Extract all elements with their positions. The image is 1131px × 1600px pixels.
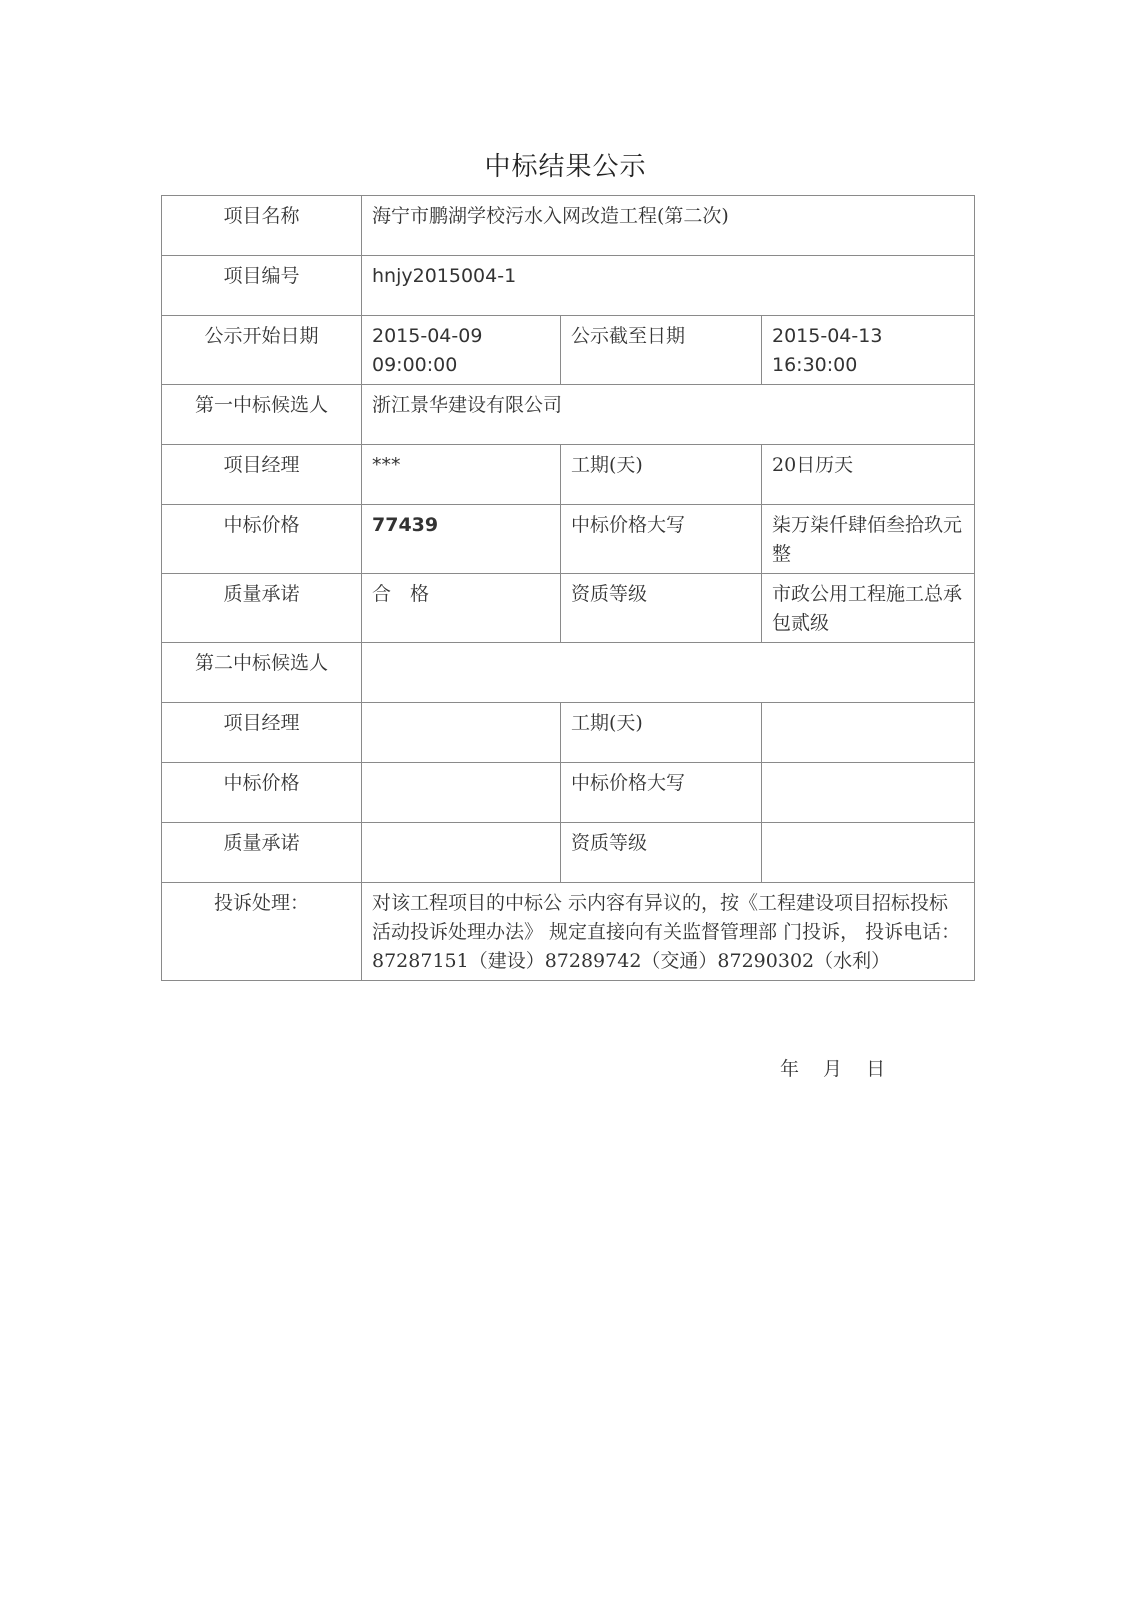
first-period-value: 20日历天 bbox=[762, 445, 975, 505]
project-name-value: 海宁市鹏湖学校污水入网改造工程(第二次) bbox=[362, 196, 975, 256]
table-row bbox=[162, 256, 975, 316]
table-row bbox=[162, 703, 975, 763]
second-qualification-label: 资质等级 bbox=[561, 823, 762, 883]
first-price-value: 77439 bbox=[362, 505, 561, 574]
project-code-label: 项目编号 bbox=[162, 256, 362, 316]
first-qualification-label: 资质等级 bbox=[561, 574, 762, 643]
table-row bbox=[162, 574, 975, 643]
table-row bbox=[162, 505, 975, 574]
second-qualification-value bbox=[762, 823, 975, 883]
complaint-label: 投诉处理： bbox=[162, 883, 362, 981]
notice-table bbox=[161, 195, 975, 981]
notice-end-label: 公示截至日期 bbox=[561, 316, 762, 385]
first-price-upper-label: 中标价格大写 bbox=[561, 505, 762, 574]
first-candidate-value: 浙江景华建设有限公司 bbox=[362, 385, 975, 445]
second-candidate-value bbox=[362, 643, 975, 703]
table-row bbox=[162, 883, 975, 981]
table-row bbox=[162, 385, 975, 445]
project-code-value: hnjy2015004-1 bbox=[362, 256, 975, 316]
first-quality-label: 质量承诺 bbox=[162, 574, 362, 643]
notice-start-label: 公示开始日期 bbox=[162, 316, 362, 385]
first-candidate-label: 第一中标候选人 bbox=[162, 385, 362, 445]
first-price-label: 中标价格 bbox=[162, 505, 362, 574]
second-quality-label: 质量承诺 bbox=[162, 823, 362, 883]
second-price-upper-label: 中标价格大写 bbox=[561, 763, 762, 823]
table-row bbox=[162, 823, 975, 883]
first-price-upper-value: 柒万柒仟肆佰叁拾玖元整 bbox=[762, 505, 975, 574]
second-price-value bbox=[362, 763, 561, 823]
notice-start-value: 2015-04-09 09:00:00 bbox=[362, 316, 561, 385]
second-price-upper-value bbox=[762, 763, 975, 823]
first-manager-value: *** bbox=[362, 445, 561, 505]
second-quality-value bbox=[362, 823, 561, 883]
second-price-label: 中标价格 bbox=[162, 763, 362, 823]
first-qualification-value: 市政公用工程施工总承包贰级 bbox=[762, 574, 975, 643]
second-period-label: 工期(天) bbox=[561, 703, 762, 763]
first-period-label: 工期(天) bbox=[561, 445, 762, 505]
complaint-text: 对该工程项目的中标公 示内容有异议的，按《工程建设项目招标投标活动投诉处理办法》 规定直接向有关监督管理部 门投诉， 投诉电话：87287151（建设）87289742（交通）87290302（水利） bbox=[362, 883, 975, 981]
notice-end-value: 2015-04-13 16:30:00 bbox=[762, 316, 975, 385]
first-quality-value: 合 格 bbox=[362, 574, 561, 643]
table-row bbox=[162, 316, 975, 385]
project-name-label: 项目名称 bbox=[162, 196, 362, 256]
first-manager-label: 项目经理 bbox=[162, 445, 362, 505]
table-row bbox=[162, 196, 975, 256]
table-row bbox=[162, 643, 975, 703]
second-manager-label: 项目经理 bbox=[162, 703, 362, 763]
second-manager-value bbox=[362, 703, 561, 763]
date-line: 年 月 日 bbox=[780, 1058, 886, 1080]
table-row bbox=[162, 763, 975, 823]
second-period-value bbox=[762, 703, 975, 763]
table-row bbox=[162, 445, 975, 505]
page-title: 中标结果公示 bbox=[484, 152, 647, 182]
second-candidate-label: 第二中标候选人 bbox=[162, 643, 362, 703]
